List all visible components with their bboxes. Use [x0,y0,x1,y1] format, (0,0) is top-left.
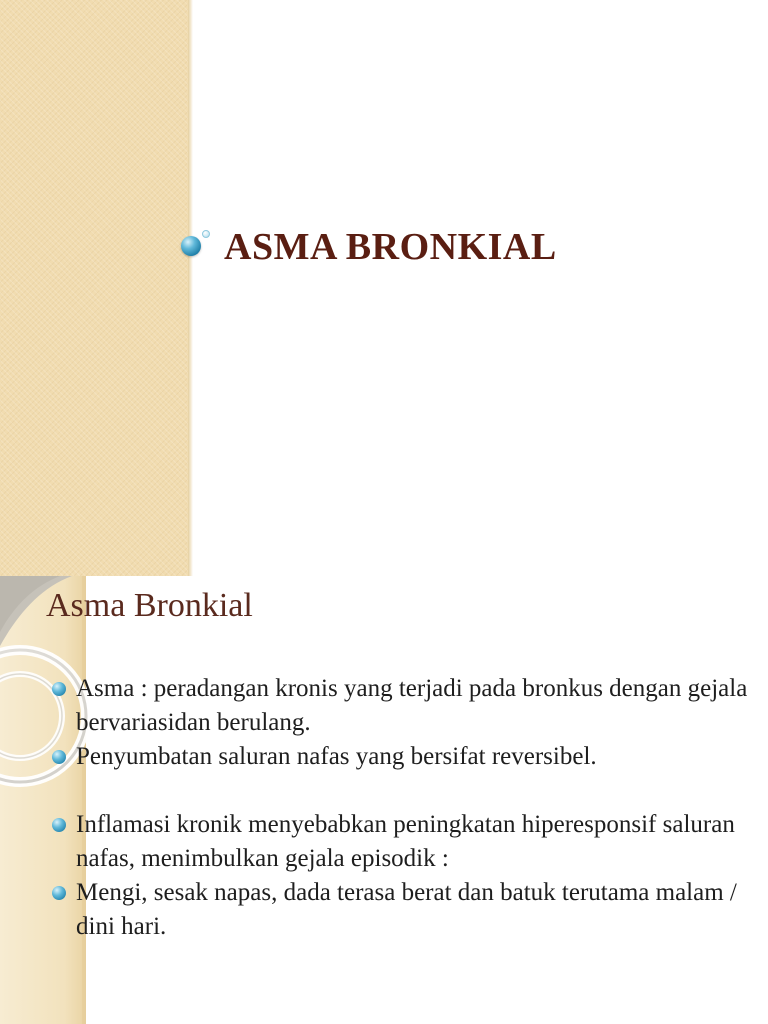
list-item [52,808,752,876]
orb-bullet-icon [52,750,66,764]
list-item [52,876,752,944]
bullet-text: Asma : peradangan kronis yang terjadi pada bronkus dengan gejala bervariasidan berulang. [76,675,748,736]
orb-bullet-icon [52,886,66,900]
panel-edge-shadow [188,0,193,576]
bullet-text: Mengi, sesak napas, dada terasa berat dan batuk terutama malam / dini hari. [76,879,737,940]
slide-heading: Asma Bronkial [46,587,253,624]
bullet-text: Inflamasi kronik menyebabkan peningkatan hiperesponsif saluran nafas, menimbulkan gejala episodik : [76,811,735,872]
bullet-text: Penyumbatan saluran nafas yang bersifat reversibel. [76,743,597,770]
orb-bullet-icon [52,682,66,696]
bullet-list [52,672,752,944]
slide-title: ASMA BRONKIAL [224,226,557,268]
content-slide [0,576,768,1024]
list-item [52,672,752,740]
orb-bullet-icon [181,236,201,256]
orb-bullet-icon [52,818,66,832]
small-orb-icon [202,230,210,238]
list-item [52,740,752,774]
decorative-side-panel [0,0,188,576]
